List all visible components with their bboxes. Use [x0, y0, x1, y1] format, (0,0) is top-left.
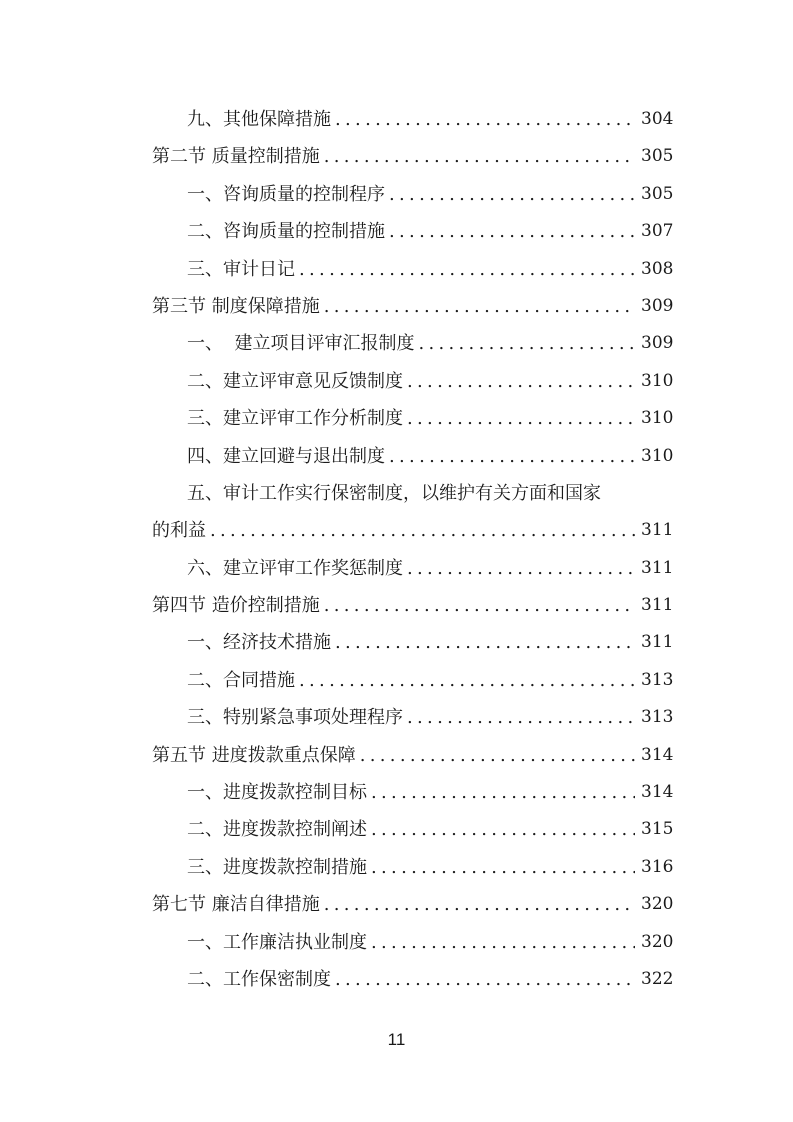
toc-entry-label: 三、建立评审工作分析制度	[187, 408, 403, 430]
toc-leader-dots	[299, 662, 635, 699]
toc-entry-page: 311	[641, 595, 674, 616]
toc-entry[interactable]	[0, 550, 793, 587]
toc-entry[interactable]	[0, 213, 793, 250]
toc-entry-page: 314	[641, 744, 674, 765]
toc-leader-dots	[389, 213, 635, 250]
toc-entry[interactable]	[0, 101, 793, 138]
page-number: 11	[387, 1030, 406, 1049]
toc-entry-label: 的利益	[152, 520, 206, 542]
toc-entry-label: 一、咨询质量的控制程序	[187, 183, 385, 205]
toc-entry[interactable]	[0, 325, 793, 362]
toc-entry-label: 五、审计工作实行保密制度，以维护有关方面和国家	[187, 482, 601, 504]
toc-leader-dots	[371, 849, 635, 886]
toc-entry[interactable]	[0, 924, 793, 961]
toc-entry-page: 320	[641, 931, 674, 952]
toc-leader-dots	[371, 774, 635, 811]
toc-entry-label: 第四节 造价控制措施	[152, 595, 320, 617]
toc-entry-page: 311	[641, 632, 674, 653]
toc-entry[interactable]	[0, 886, 793, 923]
toc-entry-label: 三、进度拨款控制措施	[187, 856, 367, 878]
toc-entry[interactable]	[0, 737, 793, 774]
toc-leader-dots	[324, 288, 635, 325]
toc-entry-label: 三、审计日记	[187, 258, 295, 280]
toc-entry-label: 二、建立评审意见反馈制度	[187, 370, 403, 392]
toc-entry-label: 二、进度拨款控制阐述	[187, 819, 367, 841]
toc-entry-label: 第二节 质量控制措施	[152, 146, 320, 168]
toc-entry-page: 313	[641, 669, 674, 690]
toc-entry-page: 305	[641, 183, 674, 204]
toc-entry[interactable]	[0, 438, 793, 475]
toc-entry-label: 四、建立回避与退出制度	[187, 445, 385, 467]
toc-leader-dots	[299, 251, 635, 288]
toc-entry[interactable]	[0, 624, 793, 661]
toc-entry-page: 316	[641, 856, 674, 877]
table-of-contents	[0, 101, 793, 998]
toc-entry[interactable]	[0, 288, 793, 325]
toc-entry-label: 二、咨询质量的控制措施	[187, 221, 385, 243]
toc-entry-page: 314	[641, 782, 674, 803]
toc-entry-label: 六、建立评审工作奖惩制度	[187, 557, 403, 579]
toc-entry-page: 310	[641, 370, 674, 391]
toc-entry-page: 310	[641, 408, 674, 429]
toc-entry-page: 309	[641, 295, 674, 316]
toc-leader-dots	[407, 550, 635, 587]
toc-leader-dots	[389, 438, 635, 475]
toc-entry-page: 307	[641, 221, 674, 242]
toc-leader-dots	[324, 138, 635, 175]
toc-leader-dots	[335, 101, 635, 138]
toc-entry-label: 一、 建立项目评审汇报制度	[187, 333, 415, 355]
toc-leader-dots	[371, 924, 635, 961]
toc-entry-label: 九、其他保障措施	[187, 109, 331, 130]
toc-entry-label: 二、合同措施	[187, 669, 295, 691]
toc-entry-page: 304	[641, 109, 674, 129]
toc-entry[interactable]	[0, 475, 793, 512]
toc-entry-page: 315	[641, 819, 674, 840]
toc-leader-dots	[210, 512, 635, 549]
toc-entry[interactable]	[0, 961, 793, 998]
toc-entry-page: 311	[641, 520, 674, 541]
toc-leader-dots	[324, 886, 635, 923]
toc-entry-page: 313	[641, 707, 674, 728]
toc-entry[interactable]	[0, 774, 793, 811]
toc-leader-dots	[407, 400, 635, 437]
toc-entry[interactable]	[0, 587, 793, 624]
toc-leader-dots	[335, 961, 635, 998]
toc-leader-dots	[418, 325, 635, 362]
toc-entry[interactable]	[0, 363, 793, 400]
toc-entry[interactable]	[0, 251, 793, 288]
toc-entry[interactable]	[0, 138, 793, 175]
toc-entry-page: 322	[641, 968, 674, 989]
toc-entry-page: 305	[641, 146, 674, 167]
toc-leader-dots	[335, 624, 635, 661]
toc-entry[interactable]	[0, 176, 793, 213]
toc-entry-label: 第三节 制度保障措施	[152, 295, 320, 317]
toc-entry-label: 一、工作廉洁执业制度	[187, 931, 367, 953]
toc-entry[interactable]	[0, 699, 793, 736]
toc-entry[interactable]	[0, 400, 793, 437]
toc-leader-dots	[324, 587, 635, 624]
toc-leader-dots	[407, 363, 635, 400]
toc-entry-page: 308	[641, 258, 674, 279]
toc-leader-dots	[407, 699, 635, 736]
toc-entry-page: 311	[641, 557, 674, 578]
toc-entry-label: 第七节 廉洁自律措施	[152, 894, 320, 916]
toc-leader-dots	[360, 737, 635, 774]
toc-entry-label: 二、工作保密制度	[187, 968, 331, 990]
toc-entry[interactable]	[0, 811, 793, 848]
toc-entry-label: 第五节 进度拨款重点保障	[152, 744, 356, 766]
toc-entry-page: 309	[641, 333, 674, 354]
toc-entry-page: 310	[641, 445, 674, 466]
toc-entry-page: 320	[641, 894, 674, 915]
toc-entry-label: 一、经济技术措施	[187, 632, 331, 654]
toc-entry-label: 三、特别紧急事项处理程序	[187, 707, 403, 729]
toc-entry-label: 一、进度拨款控制目标	[187, 782, 367, 804]
toc-entry[interactable]	[0, 849, 793, 886]
toc-entry[interactable]	[0, 662, 793, 699]
toc-entry-continuation[interactable]	[0, 512, 793, 549]
toc-leader-dots	[389, 176, 635, 213]
toc-leader-dots	[371, 811, 635, 848]
